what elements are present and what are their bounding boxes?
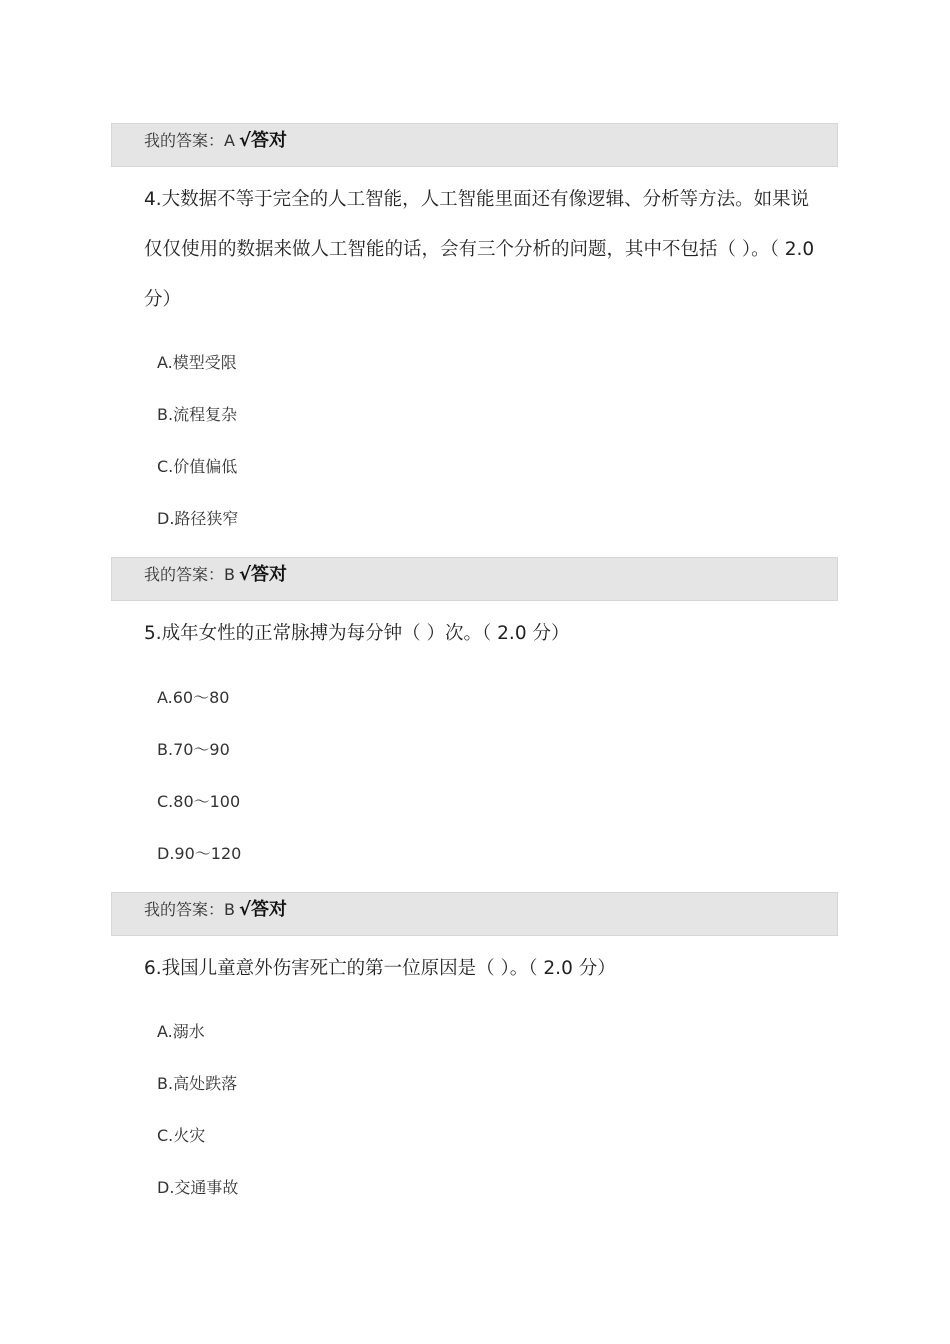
correct-mark: √答对 xyxy=(238,564,287,585)
option-6-d[interactable]: D.交通事故 xyxy=(157,1178,239,1197)
correct-mark: √答对 xyxy=(238,130,287,151)
my-answer-label: 我的答案：B xyxy=(144,900,235,919)
question-4: 4.大数据不等于完全的人工智能，人工智能里面还有像逻辑、分析等方法。如果说仅仅使用的数据来做人工智能的话，会有三个分析的问题，其中不包括（ ）。（ 2.0 分） xyxy=(144,189,815,310)
question-5: 5.成年女性的正常脉搏为每分钟（ ）次。（ 2.0 分） xyxy=(144,623,570,644)
answer-bar-q5 xyxy=(111,892,838,936)
answer-text xyxy=(144,129,287,153)
my-answer-label: 我的答案：A xyxy=(144,131,235,150)
option-5-b[interactable]: B.70～90 xyxy=(157,740,230,759)
option-5-a[interactable]: A.60～80 xyxy=(157,688,230,707)
option-6-b[interactable]: B.高处跌落 xyxy=(157,1074,238,1093)
answer-text xyxy=(144,898,287,922)
answer-text xyxy=(144,563,287,587)
my-answer-label: 我的答案：B xyxy=(144,565,235,584)
question-6: 6.我国儿童意外伤害死亡的第一位原因是（ ）。（ 2.0 分） xyxy=(144,958,616,979)
option-4-b[interactable]: B.流程复杂 xyxy=(157,405,238,424)
answer-bar-q3 xyxy=(111,123,838,167)
option-4-a[interactable]: A.模型受限 xyxy=(157,353,237,372)
option-6-a[interactable]: A.溺水 xyxy=(157,1022,205,1041)
answer-bar-q4 xyxy=(111,557,838,601)
option-4-d[interactable]: D.路径狭窄 xyxy=(157,509,239,528)
option-6-c[interactable]: C.火灾 xyxy=(157,1126,206,1145)
option-4-c[interactable]: C.价值偏低 xyxy=(157,457,238,476)
correct-mark: √答对 xyxy=(238,899,287,920)
option-5-d[interactable]: D.90～120 xyxy=(157,844,242,863)
option-5-c[interactable]: C.80～100 xyxy=(157,792,241,811)
